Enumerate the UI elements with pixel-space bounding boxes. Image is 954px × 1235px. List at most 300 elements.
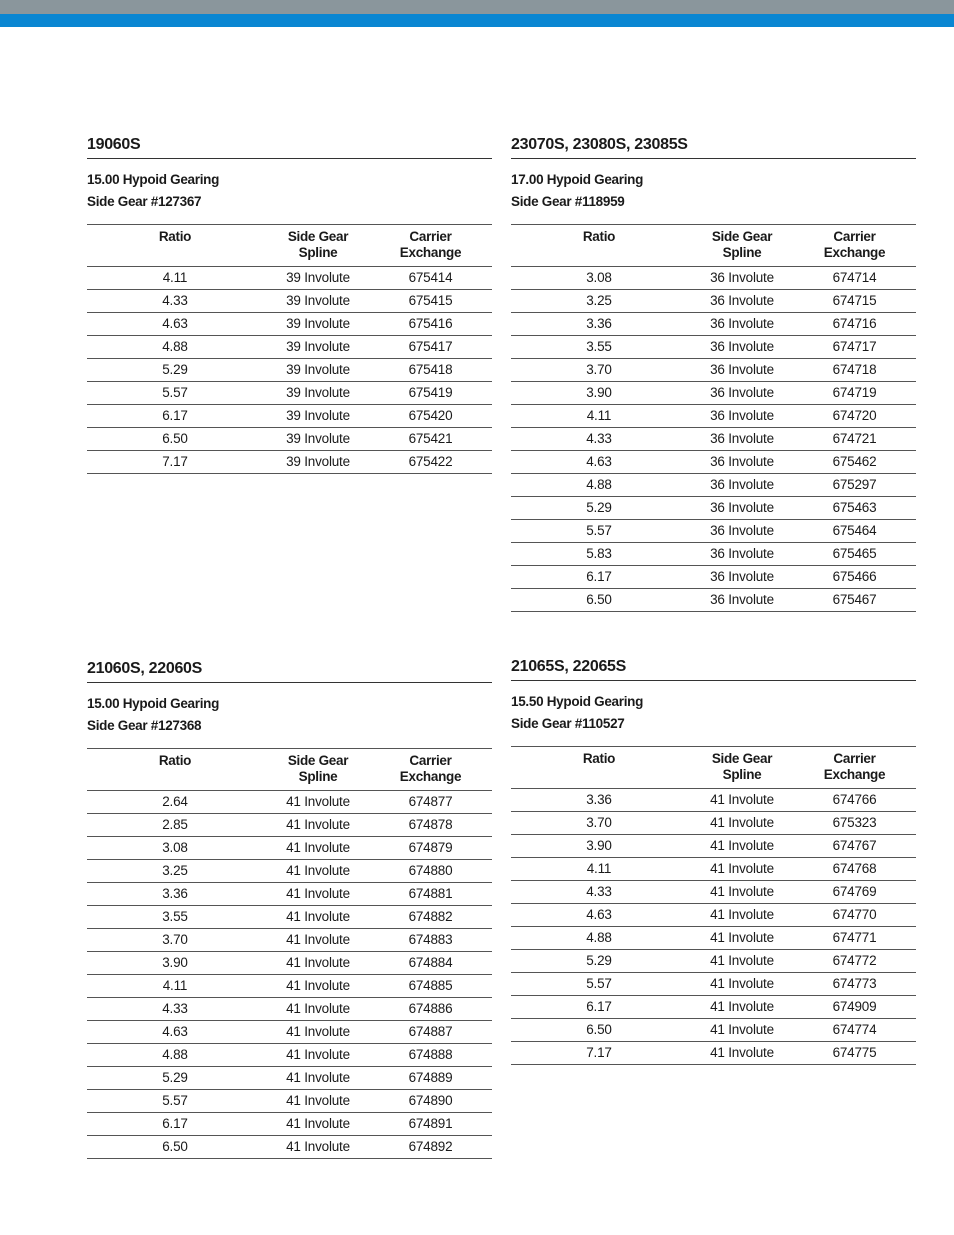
section-title: 21060S, 22060S xyxy=(87,660,492,683)
cell-side-gear-spline: 41 Involute xyxy=(263,975,373,998)
cell-side-gear-spline: 39 Involute xyxy=(263,313,373,336)
cell-side-gear-spline: 41 Involute xyxy=(263,1021,373,1044)
cell-spacer xyxy=(488,290,492,313)
cell-side-gear-spline: 36 Involute xyxy=(687,451,797,474)
gearing-label: 15.00 Hypoid Gearing xyxy=(87,172,220,187)
cell-ratio: 4.33 xyxy=(87,998,263,1021)
header-ratio: Ratio xyxy=(582,229,616,244)
cell-carrier-exchange: 675466 xyxy=(797,566,912,589)
cell-carrier-exchange: 675467 xyxy=(797,589,912,612)
cell-spacer xyxy=(488,382,492,405)
cell-ratio: 3.08 xyxy=(511,267,687,290)
cell-carrier-exchange: 674769 xyxy=(797,881,912,904)
cell-carrier-exchange: 675465 xyxy=(797,543,912,566)
ratio-table xyxy=(511,746,916,1065)
cell-carrier-exchange: 674881 xyxy=(373,883,488,906)
table-row xyxy=(87,267,492,290)
cell-spacer xyxy=(912,313,916,336)
table-row xyxy=(87,405,492,428)
cell-ratio: 5.83 xyxy=(511,543,687,566)
table-row xyxy=(87,428,492,451)
cell-carrier-exchange: 674885 xyxy=(373,975,488,998)
header-carrier-exchange: Carrier Exchange xyxy=(823,229,886,260)
cell-spacer xyxy=(912,858,916,881)
table-row xyxy=(511,950,916,973)
table-row xyxy=(511,996,916,1019)
cell-ratio: 5.29 xyxy=(511,497,687,520)
table-row xyxy=(511,881,916,904)
table-row xyxy=(87,1113,492,1136)
table-row xyxy=(511,497,916,520)
cell-side-gear-spline: 36 Involute xyxy=(687,267,797,290)
cell-side-gear-spline: 39 Involute xyxy=(263,451,373,474)
cell-spacer xyxy=(488,359,492,382)
cell-side-gear-spline: 41 Involute xyxy=(263,952,373,975)
table-row xyxy=(87,975,492,998)
cell-side-gear-spline: 39 Involute xyxy=(263,290,373,313)
table-row xyxy=(87,906,492,929)
table-row xyxy=(511,835,916,858)
cell-side-gear-spline: 41 Involute xyxy=(263,1113,373,1136)
cell-carrier-exchange: 674720 xyxy=(797,405,912,428)
cell-side-gear-spline: 39 Involute xyxy=(263,405,373,428)
cell-side-gear-spline: 39 Involute xyxy=(263,336,373,359)
cell-spacer xyxy=(912,336,916,359)
cell-carrier-exchange: 674719 xyxy=(797,382,912,405)
cell-spacer xyxy=(488,860,492,883)
section-title: 19060S xyxy=(87,136,492,159)
cell-spacer xyxy=(488,998,492,1021)
cell-ratio: 5.57 xyxy=(87,382,263,405)
ratio-table xyxy=(87,748,492,1159)
header-ratio: Ratio xyxy=(582,751,616,766)
cell-side-gear-spline: 41 Involute xyxy=(263,1044,373,1067)
cell-ratio: 5.57 xyxy=(511,520,687,543)
cell-side-gear-spline: 36 Involute xyxy=(687,543,797,566)
cell-ratio: 6.50 xyxy=(511,1019,687,1042)
cell-carrier-exchange: 675323 xyxy=(797,812,912,835)
header-spacer xyxy=(912,747,916,789)
table-row xyxy=(511,589,916,612)
cell-carrier-exchange: 675417 xyxy=(373,336,488,359)
cell-spacer xyxy=(488,929,492,952)
cell-spacer xyxy=(912,359,916,382)
cell-side-gear-spline: 36 Involute xyxy=(687,290,797,313)
cell-spacer xyxy=(912,497,916,520)
table-row xyxy=(87,998,492,1021)
cell-carrier-exchange: 675464 xyxy=(797,520,912,543)
cell-ratio: 4.33 xyxy=(511,428,687,451)
cell-spacer xyxy=(488,1067,492,1090)
cell-spacer xyxy=(488,952,492,975)
cell-carrier-exchange: 675418 xyxy=(373,359,488,382)
table-row xyxy=(87,791,492,814)
cell-ratio: 4.88 xyxy=(511,927,687,950)
table-row xyxy=(511,543,916,566)
cell-carrier-exchange: 674716 xyxy=(797,313,912,336)
header-ratio: Ratio xyxy=(158,753,192,768)
cell-spacer xyxy=(912,382,916,405)
cell-ratio: 5.57 xyxy=(87,1090,263,1113)
table-row xyxy=(511,290,916,313)
cell-carrier-exchange: 675462 xyxy=(797,451,912,474)
cell-ratio: 4.11 xyxy=(87,267,263,290)
cell-spacer xyxy=(488,1113,492,1136)
table-row xyxy=(511,1019,916,1042)
cell-carrier-exchange: 674877 xyxy=(373,791,488,814)
table-row xyxy=(511,858,916,881)
cell-spacer xyxy=(488,791,492,814)
header-side-gear-spline: Side Gear Spline xyxy=(287,753,349,784)
cell-side-gear-spline: 39 Involute xyxy=(263,359,373,382)
cell-ratio: 3.36 xyxy=(511,313,687,336)
spec-section-21065s xyxy=(511,658,916,1065)
cell-ratio: 4.33 xyxy=(87,290,263,313)
cell-side-gear-spline: 41 Involute xyxy=(263,883,373,906)
cell-ratio: 4.33 xyxy=(511,881,687,904)
header-ratio: Ratio xyxy=(158,229,192,244)
header-carrier-exchange: Carrier Exchange xyxy=(823,751,886,782)
cell-carrier-exchange: 675415 xyxy=(373,290,488,313)
cell-ratio: 6.17 xyxy=(87,1113,263,1136)
cell-carrier-exchange: 675416 xyxy=(373,313,488,336)
table-header-row xyxy=(87,749,492,791)
cell-ratio: 3.70 xyxy=(511,359,687,382)
cell-ratio: 6.17 xyxy=(511,566,687,589)
cell-carrier-exchange: 675297 xyxy=(797,474,912,497)
cell-carrier-exchange: 674721 xyxy=(797,428,912,451)
spec-section-21060s xyxy=(87,660,492,1159)
cell-ratio: 5.29 xyxy=(87,359,263,382)
cell-carrier-exchange: 674715 xyxy=(797,290,912,313)
cell-spacer xyxy=(488,267,492,290)
cell-spacer xyxy=(488,837,492,860)
table-row xyxy=(511,789,916,812)
table-row xyxy=(87,1021,492,1044)
gearing-label: 17.00 Hypoid Gearing xyxy=(511,172,644,187)
cell-spacer xyxy=(912,1019,916,1042)
cell-ratio: 7.17 xyxy=(511,1042,687,1065)
table-row xyxy=(511,313,916,336)
cell-ratio: 6.17 xyxy=(511,996,687,1019)
section-title: 23070S, 23080S, 23085S xyxy=(511,136,916,159)
table-row xyxy=(511,428,916,451)
cell-ratio: 4.88 xyxy=(87,1044,263,1067)
cell-ratio: 4.11 xyxy=(511,858,687,881)
cell-carrier-exchange: 675414 xyxy=(373,267,488,290)
cell-spacer xyxy=(912,927,916,950)
cell-spacer xyxy=(488,451,492,474)
cell-carrier-exchange: 674891 xyxy=(373,1113,488,1136)
cell-carrier-exchange: 674882 xyxy=(373,906,488,929)
cell-side-gear-spline: 41 Involute xyxy=(687,950,797,973)
cell-spacer xyxy=(488,405,492,428)
header-side-gear-spline: Side Gear Spline xyxy=(711,751,773,782)
cell-side-gear-spline: 39 Involute xyxy=(263,267,373,290)
section-title: 21065S, 22065S xyxy=(511,658,916,681)
cell-spacer xyxy=(488,1090,492,1113)
cell-ratio: 2.85 xyxy=(87,814,263,837)
table-row xyxy=(511,382,916,405)
gearing-label: 15.50 Hypoid Gearing xyxy=(511,694,644,709)
cell-side-gear-spline: 41 Involute xyxy=(263,1067,373,1090)
cell-spacer xyxy=(912,428,916,451)
cell-spacer xyxy=(488,906,492,929)
cell-spacer xyxy=(488,1044,492,1067)
table-row xyxy=(87,1090,492,1113)
table-row xyxy=(511,451,916,474)
table-header-row xyxy=(87,225,492,267)
cell-carrier-exchange: 675421 xyxy=(373,428,488,451)
cell-side-gear-spline: 36 Involute xyxy=(687,382,797,405)
cell-ratio: 2.64 xyxy=(87,791,263,814)
cell-side-gear-spline: 41 Involute xyxy=(687,835,797,858)
cell-spacer xyxy=(912,520,916,543)
ratio-table xyxy=(511,224,916,612)
header-band-gray xyxy=(0,0,954,14)
header-carrier-exchange: Carrier Exchange xyxy=(399,753,462,784)
cell-spacer xyxy=(912,904,916,927)
cell-side-gear-spline: 41 Involute xyxy=(687,1019,797,1042)
table-row xyxy=(87,382,492,405)
cell-carrier-exchange: 674883 xyxy=(373,929,488,952)
header-carrier-exchange: Carrier Exchange xyxy=(399,229,462,260)
gearing-label: 15.00 Hypoid Gearing xyxy=(87,696,220,711)
cell-spacer xyxy=(912,589,916,612)
cell-side-gear-spline: 41 Involute xyxy=(263,1090,373,1113)
cell-side-gear-spline: 41 Involute xyxy=(263,837,373,860)
cell-ratio: 4.88 xyxy=(87,336,263,359)
table-row xyxy=(511,267,916,290)
table-row xyxy=(87,313,492,336)
cell-spacer xyxy=(488,814,492,837)
cell-side-gear-spline: 41 Involute xyxy=(263,814,373,837)
table-row xyxy=(511,973,916,996)
cell-spacer xyxy=(488,975,492,998)
cell-spacer xyxy=(912,789,916,812)
spec-section-19060s xyxy=(87,136,492,474)
cell-ratio: 3.36 xyxy=(87,883,263,906)
table-header-row xyxy=(511,225,916,267)
table-row xyxy=(511,927,916,950)
side-gear-label: Side Gear #127368 xyxy=(87,718,202,733)
header-side-gear-spline: Side Gear Spline xyxy=(711,229,773,260)
cell-side-gear-spline: 41 Involute xyxy=(687,858,797,881)
cell-ratio: 3.55 xyxy=(511,336,687,359)
cell-carrier-exchange: 674773 xyxy=(797,973,912,996)
side-gear-label: Side Gear #110527 xyxy=(511,716,625,731)
cell-side-gear-spline: 41 Involute xyxy=(263,906,373,929)
cell-spacer xyxy=(488,428,492,451)
cell-side-gear-spline: 39 Involute xyxy=(263,382,373,405)
cell-carrier-exchange: 674888 xyxy=(373,1044,488,1067)
cell-side-gear-spline: 41 Involute xyxy=(687,927,797,950)
header-side-gear-spline: Side Gear Spline xyxy=(287,229,349,260)
cell-carrier-exchange: 674879 xyxy=(373,837,488,860)
cell-carrier-exchange: 675463 xyxy=(797,497,912,520)
cell-ratio: 3.25 xyxy=(511,290,687,313)
table-row xyxy=(511,566,916,589)
table-row xyxy=(511,904,916,927)
cell-ratio: 6.17 xyxy=(87,405,263,428)
cell-ratio: 4.11 xyxy=(511,405,687,428)
cell-side-gear-spline: 41 Involute xyxy=(263,791,373,814)
ratio-table xyxy=(87,224,492,474)
cell-ratio: 3.90 xyxy=(511,382,687,405)
cell-ratio: 6.50 xyxy=(87,1136,263,1159)
cell-ratio: 3.70 xyxy=(87,929,263,952)
cell-spacer xyxy=(912,290,916,313)
table-row xyxy=(511,1042,916,1065)
cell-carrier-exchange: 674767 xyxy=(797,835,912,858)
cell-carrier-exchange: 674775 xyxy=(797,1042,912,1065)
table-row xyxy=(87,359,492,382)
cell-spacer xyxy=(912,474,916,497)
cell-spacer xyxy=(488,1021,492,1044)
cell-ratio: 5.29 xyxy=(87,1067,263,1090)
cell-ratio: 6.50 xyxy=(511,589,687,612)
cell-spacer xyxy=(912,996,916,1019)
cell-side-gear-spline: 41 Involute xyxy=(687,881,797,904)
table-header-row xyxy=(511,747,916,789)
cell-spacer xyxy=(488,883,492,906)
header-spacer xyxy=(488,749,492,791)
header-spacer xyxy=(912,225,916,267)
table-row xyxy=(511,520,916,543)
cell-carrier-exchange: 674889 xyxy=(373,1067,488,1090)
cell-spacer xyxy=(488,1136,492,1159)
cell-carrier-exchange: 674771 xyxy=(797,927,912,950)
cell-side-gear-spline: 36 Involute xyxy=(687,566,797,589)
table-row xyxy=(87,1136,492,1159)
cell-carrier-exchange: 674717 xyxy=(797,336,912,359)
table-row xyxy=(87,837,492,860)
table-row xyxy=(87,860,492,883)
side-gear-label: Side Gear #118959 xyxy=(511,194,625,209)
table-row xyxy=(511,405,916,428)
cell-ratio: 4.63 xyxy=(511,904,687,927)
cell-carrier-exchange: 674714 xyxy=(797,267,912,290)
table-row xyxy=(87,929,492,952)
cell-ratio: 7.17 xyxy=(87,451,263,474)
cell-side-gear-spline: 41 Involute xyxy=(687,812,797,835)
cell-carrier-exchange: 674768 xyxy=(797,858,912,881)
cell-side-gear-spline: 41 Involute xyxy=(263,998,373,1021)
cell-side-gear-spline: 41 Involute xyxy=(263,1136,373,1159)
cell-ratio: 3.36 xyxy=(511,789,687,812)
cell-spacer xyxy=(912,1042,916,1065)
header-spacer xyxy=(488,225,492,267)
cell-side-gear-spline: 39 Involute xyxy=(263,428,373,451)
cell-spacer xyxy=(912,812,916,835)
cell-spacer xyxy=(912,405,916,428)
cell-carrier-exchange: 675422 xyxy=(373,451,488,474)
cell-ratio: 3.90 xyxy=(87,952,263,975)
cell-side-gear-spline: 41 Involute xyxy=(687,789,797,812)
cell-carrier-exchange: 674766 xyxy=(797,789,912,812)
cell-side-gear-spline: 41 Involute xyxy=(687,973,797,996)
cell-ratio: 5.29 xyxy=(511,950,687,973)
cell-side-gear-spline: 41 Involute xyxy=(687,996,797,1019)
cell-spacer xyxy=(488,336,492,359)
cell-carrier-exchange: 674880 xyxy=(373,860,488,883)
cell-spacer xyxy=(912,566,916,589)
cell-carrier-exchange: 674774 xyxy=(797,1019,912,1042)
cell-carrier-exchange: 674878 xyxy=(373,814,488,837)
cell-carrier-exchange: 674770 xyxy=(797,904,912,927)
cell-side-gear-spline: 41 Involute xyxy=(687,904,797,927)
table-row xyxy=(87,1067,492,1090)
cell-ratio: 4.63 xyxy=(87,1021,263,1044)
cell-carrier-exchange: 675419 xyxy=(373,382,488,405)
cell-carrier-exchange: 674892 xyxy=(373,1136,488,1159)
cell-side-gear-spline: 36 Involute xyxy=(687,359,797,382)
cell-ratio: 3.25 xyxy=(87,860,263,883)
cell-side-gear-spline: 36 Involute xyxy=(687,405,797,428)
table-row xyxy=(511,359,916,382)
cell-carrier-exchange: 674909 xyxy=(797,996,912,1019)
cell-spacer xyxy=(912,267,916,290)
cell-spacer xyxy=(912,543,916,566)
cell-spacer xyxy=(912,881,916,904)
table-row xyxy=(87,952,492,975)
cell-side-gear-spline: 36 Involute xyxy=(687,474,797,497)
cell-carrier-exchange: 674887 xyxy=(373,1021,488,1044)
cell-carrier-exchange: 675420 xyxy=(373,405,488,428)
cell-side-gear-spline: 41 Involute xyxy=(263,929,373,952)
cell-ratio: 6.50 xyxy=(87,428,263,451)
spec-section-23070s xyxy=(511,136,916,612)
table-row xyxy=(87,451,492,474)
cell-ratio: 4.11 xyxy=(87,975,263,998)
cell-side-gear-spline: 36 Involute xyxy=(687,497,797,520)
cell-spacer xyxy=(912,973,916,996)
cell-carrier-exchange: 674890 xyxy=(373,1090,488,1113)
table-row xyxy=(87,336,492,359)
cell-spacer xyxy=(488,313,492,336)
table-row xyxy=(87,814,492,837)
cell-side-gear-spline: 36 Involute xyxy=(687,336,797,359)
cell-side-gear-spline: 36 Involute xyxy=(687,313,797,336)
cell-side-gear-spline: 36 Involute xyxy=(687,589,797,612)
cell-ratio: 4.63 xyxy=(511,451,687,474)
cell-carrier-exchange: 674886 xyxy=(373,998,488,1021)
cell-ratio: 3.55 xyxy=(87,906,263,929)
side-gear-label: Side Gear #127367 xyxy=(87,194,202,209)
cell-ratio: 5.57 xyxy=(511,973,687,996)
cell-ratio: 3.70 xyxy=(511,812,687,835)
cell-carrier-exchange: 674718 xyxy=(797,359,912,382)
cell-ratio: 4.63 xyxy=(87,313,263,336)
table-row xyxy=(511,812,916,835)
cell-ratio: 4.88 xyxy=(511,474,687,497)
cell-side-gear-spline: 36 Involute xyxy=(687,520,797,543)
table-row xyxy=(87,290,492,313)
header-band-blue xyxy=(0,14,954,27)
table-row xyxy=(511,336,916,359)
cell-ratio: 3.08 xyxy=(87,837,263,860)
table-row xyxy=(511,474,916,497)
cell-carrier-exchange: 674884 xyxy=(373,952,488,975)
cell-spacer xyxy=(912,451,916,474)
cell-side-gear-spline: 36 Involute xyxy=(687,428,797,451)
cell-ratio: 3.90 xyxy=(511,835,687,858)
table-row xyxy=(87,1044,492,1067)
cell-carrier-exchange: 674772 xyxy=(797,950,912,973)
cell-side-gear-spline: 41 Involute xyxy=(687,1042,797,1065)
cell-side-gear-spline: 41 Involute xyxy=(263,860,373,883)
cell-spacer xyxy=(912,950,916,973)
